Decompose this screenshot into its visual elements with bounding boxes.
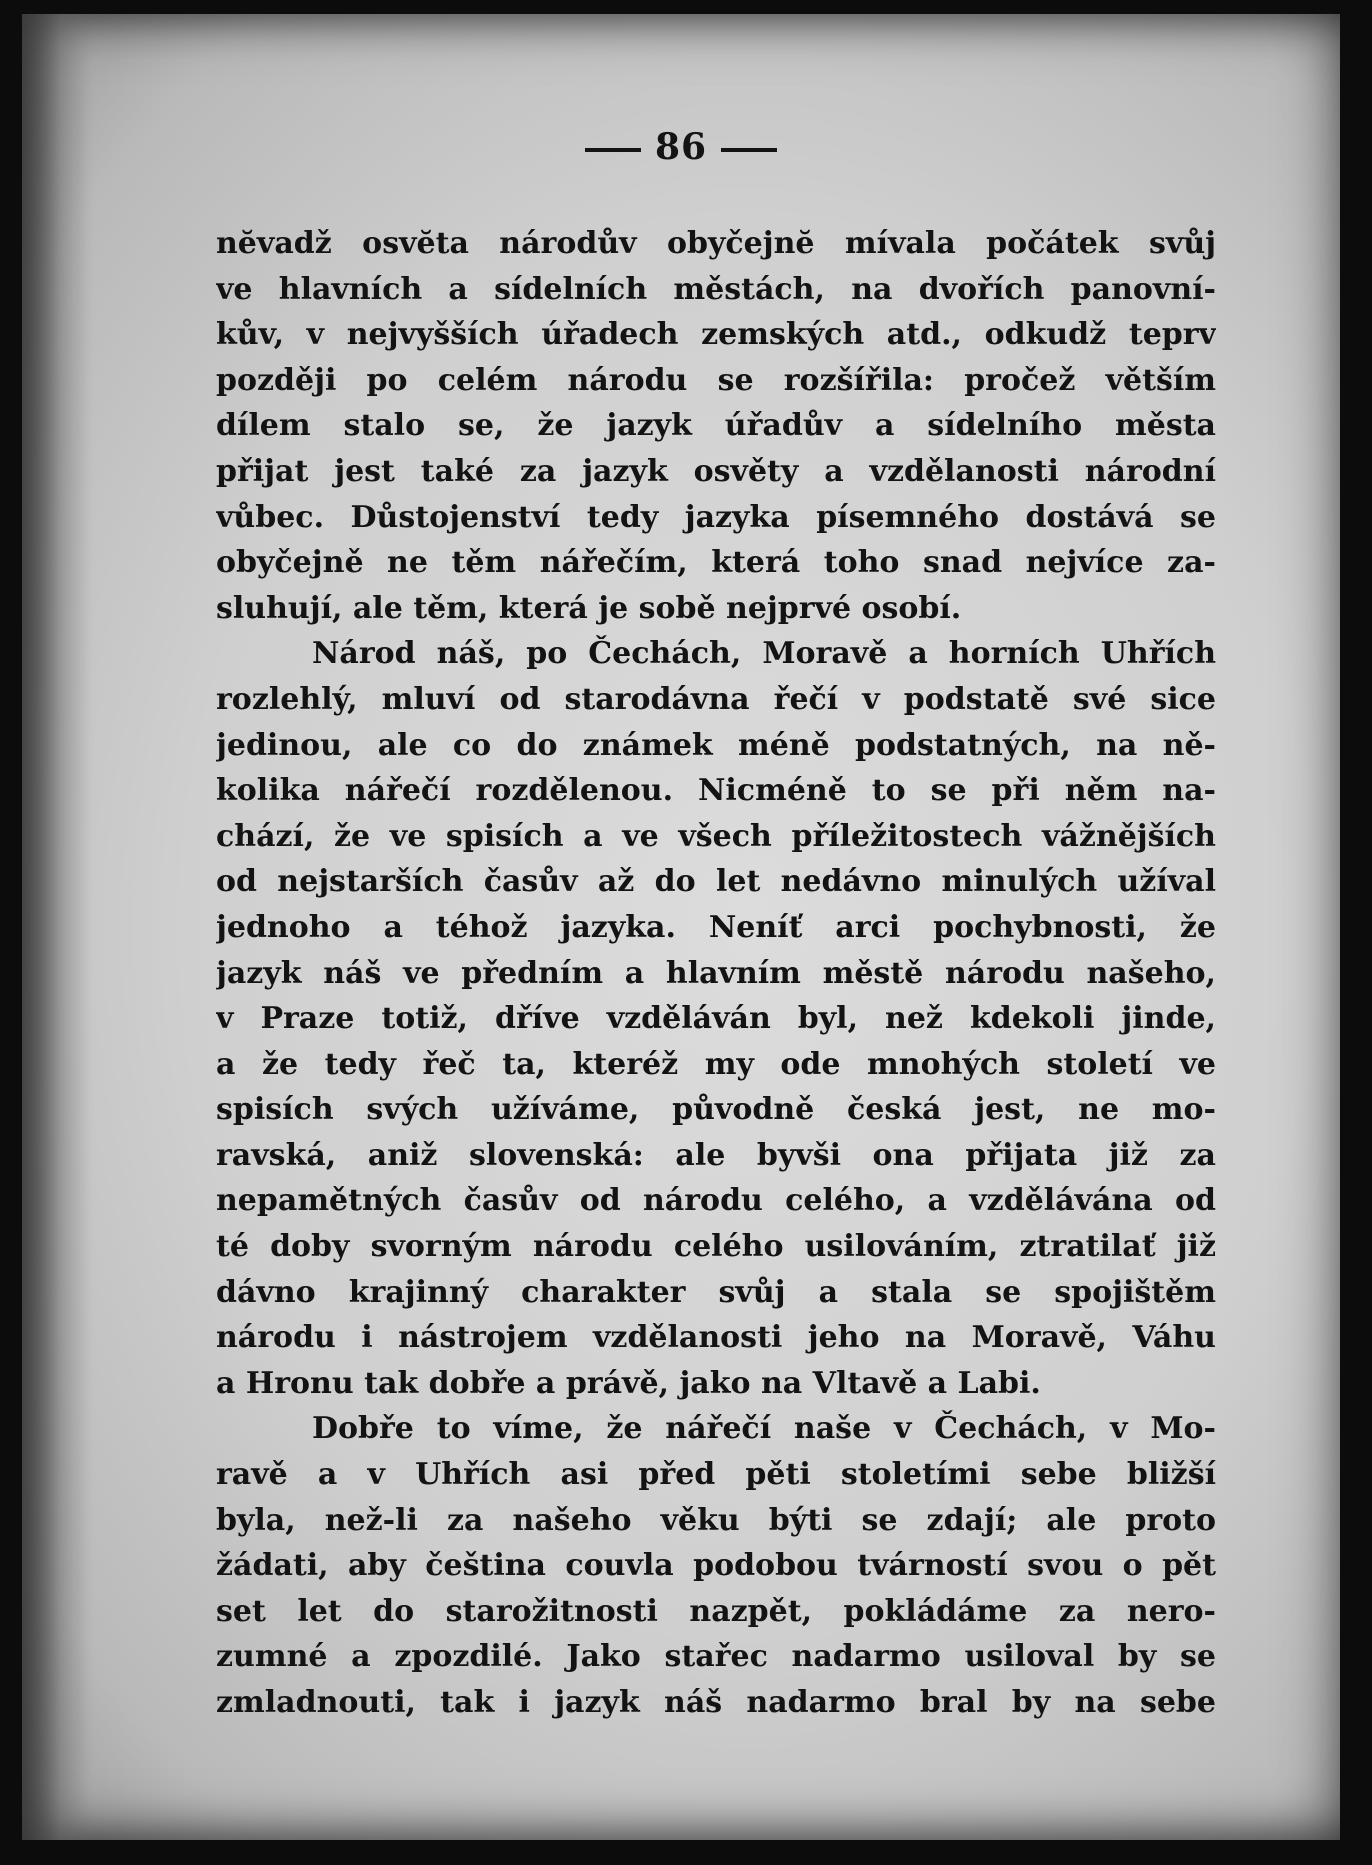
text-line: nepamětných časův od národu celého, a vzdělávána od	[216, 1183, 1216, 1219]
text-line: národu i nástrojem vzdělanosti jeho na Moravě, Váhu	[216, 1320, 1216, 1356]
text-line: nĕvadž osvĕta národův obyčejnĕ mívala počátek svůj	[216, 226, 1216, 261]
text-line: ravská, aniž slovenská: ale byvši ona přijata již za	[216, 1137, 1216, 1173]
text-line: přijat jest také za jazyk osvěty a vzdělanosti národní	[216, 453, 1216, 489]
text-line: zumné a zpozdilé. Jako stařec nadarmo usiloval by se	[216, 1639, 1216, 1675]
body-text	[216, 221, 1216, 1726]
page-number: 86	[654, 126, 708, 168]
text-line: žádati, aby čeština couvla podobou tvárností svou o pět	[216, 1548, 1216, 1584]
page-edge-shadow	[22, 14, 92, 1840]
text-line: jedinou, ale co do známek méně podstatných, na ně-	[216, 727, 1216, 763]
text-line: později po celém národu se rozšířila: pročež větším	[216, 362, 1216, 398]
book-page	[22, 14, 1340, 1840]
text-line: a Hronu tak dobře a právě, jako na Vltavě a Labi.	[216, 1365, 1041, 1401]
text-line: té doby svorným národu celého usilováním, ztratilať již	[216, 1229, 1216, 1265]
text-line: a že tedy řeč ta, kteréž my ode mnohých století ve	[216, 1046, 1216, 1082]
header-dash-right	[721, 148, 777, 152]
paragraph-start-line: Dobře to víme, že nářečí naše v Čechách, v Mo-	[312, 1411, 1216, 1447]
text-line: kolika nářečí rozdělenou. Nicméně to se při něm na-	[216, 773, 1216, 809]
text-line: byla, než-li za našeho věku býti se zdají; ale proto	[216, 1502, 1216, 1538]
page-header	[22, 126, 1340, 168]
text-line: ve hlavních a sídelních městách, na dvořích panovní-	[216, 271, 1216, 307]
text-line: chází, že ve spisích a ve všech příležitostech vážnějších	[216, 818, 1216, 854]
text-line: ravě a v Uhřích asi před pěti stoletími sebe bližší	[216, 1457, 1216, 1493]
paragraph-start-line: Národ náš, po Čechách, Moravě a horních Uhřích	[312, 636, 1216, 672]
text-line: sluhují, ale těm, která je sobě nejprvé osobí.	[216, 590, 962, 626]
text-line: od nejstarších časův až do let nedávno minulých užíval	[216, 864, 1216, 900]
text-line: kův, v nejvyšších úřadech zemských atd., odkudž teprv	[216, 317, 1216, 353]
text-line: obyčejně ne těm nářečím, která toho snad nejvíce za-	[216, 545, 1216, 581]
text-line: rozlehlý, mluví od starodávna řečí v podstatě své sice	[216, 681, 1216, 717]
text-line: dílem stalo se, že jazyk úřadův a sídelního města	[216, 408, 1216, 444]
text-line: v Praze totiž, dříve vzděláván byl, než kdekoli jinde,	[216, 1001, 1216, 1037]
text-line: jazyk náš ve předním a hlavním městě národu našeho,	[216, 955, 1216, 991]
text-line: vůbec. Důstojenství tedy jazyka písemného dostává se	[216, 499, 1216, 535]
header-dash-left	[585, 148, 641, 152]
text-line: set let do starožitnosti nazpět, pokládáme za nero-	[216, 1593, 1216, 1629]
text-line: jednoho a téhož jazyka. Neníť arci pochybnosti, že	[216, 909, 1216, 945]
text-line: dávno krajinný charakter svůj a stala se spojištěm	[216, 1274, 1216, 1310]
text-line: spisích svých užíváme, původně česká jest, ne mo-	[216, 1092, 1216, 1128]
text-line: zmladnouti, tak i jazyk náš nadarmo bral by na sebe	[216, 1685, 1216, 1720]
